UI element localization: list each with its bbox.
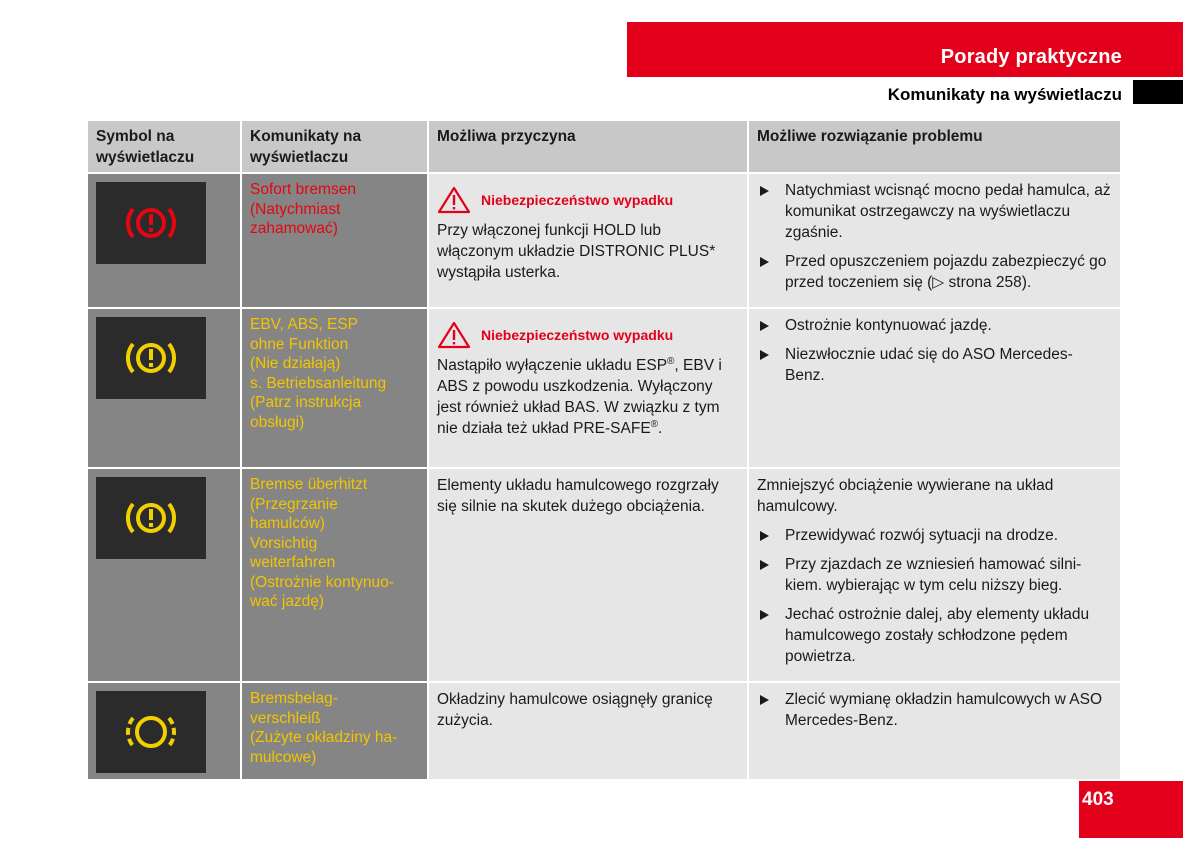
message-line: (Zużyte okładziny ha- [250, 729, 398, 746]
display-messages-table [88, 121, 1122, 781]
message-line: hamulców) [250, 515, 325, 532]
cause-text-part: , EBV i ABS z powodu uszkodzenia. Wyłączony jest również układ BAS. W związku z tym nie działa też układ PRE-SAFE [437, 357, 722, 437]
message-line: (Przegrzanie [250, 495, 338, 513]
message-line: (Patrz instrukcja [250, 394, 362, 411]
message-line: (Ostrożnie kontynuo- [250, 573, 394, 591]
solution-cell [749, 683, 1122, 781]
message-line: EBV, ABS, ESP [250, 316, 358, 333]
subsection-marker [1133, 80, 1183, 104]
symbol-cell [88, 309, 242, 469]
display-symbol [96, 477, 206, 559]
display-symbol [96, 691, 206, 773]
symbol-cell [88, 683, 242, 781]
message-line: weiterfahren [250, 554, 336, 571]
solution-item: Niezwłocznie udać się do ASO Mercedes-Benz. [757, 344, 1112, 386]
solution-item: Przy zjazdach ze wzniesień hamować silni-kiem. wybierając w tym celu niższy bieg. [757, 554, 1112, 596]
message-line: zahamować) [250, 220, 338, 237]
cause-text-part: Nastąpiło wyłączenie układu ESP [437, 357, 668, 374]
message-cell [242, 683, 429, 781]
accident-warning [437, 186, 739, 214]
subsection-title: Komunikaty na wyświetlaczu [887, 85, 1122, 104]
column-header-cause: Możliwa przyczyna [429, 121, 749, 174]
cause-text: Okładziny hamulcowe osiągnęły granicę zużycia. [437, 691, 713, 729]
solution-intro: Zmniejszyć obciążenie wywierane na układ hamulcowy. [757, 477, 1054, 515]
brake-pad-wear-icon [120, 709, 182, 755]
message-line: ohne Funktion [250, 335, 349, 353]
cause-cell [429, 309, 749, 469]
solution-item: Jechać ostrożnie dalej, aby elementy układu hamulcowego zostały schłodzone pędem powietrza. [757, 604, 1112, 667]
table-row [88, 174, 1122, 309]
table-row [88, 683, 1122, 781]
warning-triangle-icon [437, 186, 471, 214]
message-cell [242, 174, 429, 309]
message-line: Vorsichtig [250, 534, 318, 552]
brake-warning-yellow-icon [120, 495, 182, 541]
solution-cell [749, 174, 1122, 309]
message-line: Bremse überhitzt [250, 476, 368, 493]
solution-item: Przed opuszczeniem pojazdu zabezpieczyć go przed toczeniem się (▷ strona 258). [757, 251, 1112, 293]
message-line: (Natychmiast [250, 200, 341, 218]
cause-text [437, 355, 739, 439]
solution-item: Zlecić wymianę okładzin hamulcowych w ASO Mercedes-Benz. [757, 689, 1112, 731]
page-number [1079, 781, 1183, 838]
message-line: mulcowe) [250, 748, 317, 766]
solution-item: Natychmiast wcisnąć mocno pedał hamulca, aż komunikat ostrzegawczy na wyświetlaczu zgaśnie. [757, 180, 1112, 243]
warning-triangle-icon [437, 321, 471, 349]
column-header-solution: Możliwe rozwiązanie problemu [749, 121, 1122, 174]
page-number-label: 403 [1082, 789, 1114, 810]
message-line: obsługi) [250, 413, 305, 431]
section-title: Porady praktyczne [940, 46, 1122, 68]
cause-cell [429, 469, 749, 683]
accident-warning [437, 321, 739, 349]
message-line: wać jazdę) [250, 593, 325, 610]
message-line: verschleiß [250, 709, 321, 727]
section-banner [627, 22, 1183, 77]
message-line: (Nie działają) [250, 355, 341, 372]
message-line: Bremsbelag- [250, 690, 338, 707]
registered-mark: ® [650, 418, 659, 430]
table-row [88, 309, 1122, 469]
column-header-symbol: Symbol na wyświetlaczu [88, 121, 242, 174]
solution-cell [749, 309, 1122, 469]
solution-item: Przewidywać rozwój sytuacji na drodze. [757, 525, 1112, 546]
cause-cell [429, 174, 749, 309]
display-symbol [96, 317, 206, 399]
brake-warning-red-icon [120, 200, 182, 246]
cause-cell [429, 683, 749, 781]
cause-text: Elementy układu hamulcowego rozgrzały się silnie na skutek dużego obciążenia. [437, 477, 719, 515]
message-line: Sofort bremsen [250, 181, 356, 198]
registered-mark: ® [667, 355, 675, 367]
message-line: s. Betriebsanleitung [250, 374, 387, 392]
message-cell [242, 469, 429, 683]
symbol-cell [88, 174, 242, 309]
warning-label: Niebezpieczeństwo wypadku [481, 326, 674, 343]
warning-label: Niebezpieczeństwo wypadku [481, 191, 674, 208]
solution-item: Ostrożnie kontynuować jazdę. [757, 315, 1112, 336]
display-symbol [96, 182, 206, 264]
message-cell [242, 309, 429, 469]
solution-cell [749, 469, 1122, 683]
table-row [88, 469, 1122, 683]
symbol-cell [88, 469, 242, 683]
column-header-message: Komunikaty na wyświetlaczu [242, 121, 429, 174]
cause-text-part: . [658, 420, 663, 437]
cause-text: Przy włączonej funkcji HOLD lub włączonym układzie DISTRONIC PLUS* wystąpiła usterka. [437, 222, 716, 281]
brake-warning-yellow-icon [120, 335, 182, 381]
table-header-row [88, 121, 1122, 174]
